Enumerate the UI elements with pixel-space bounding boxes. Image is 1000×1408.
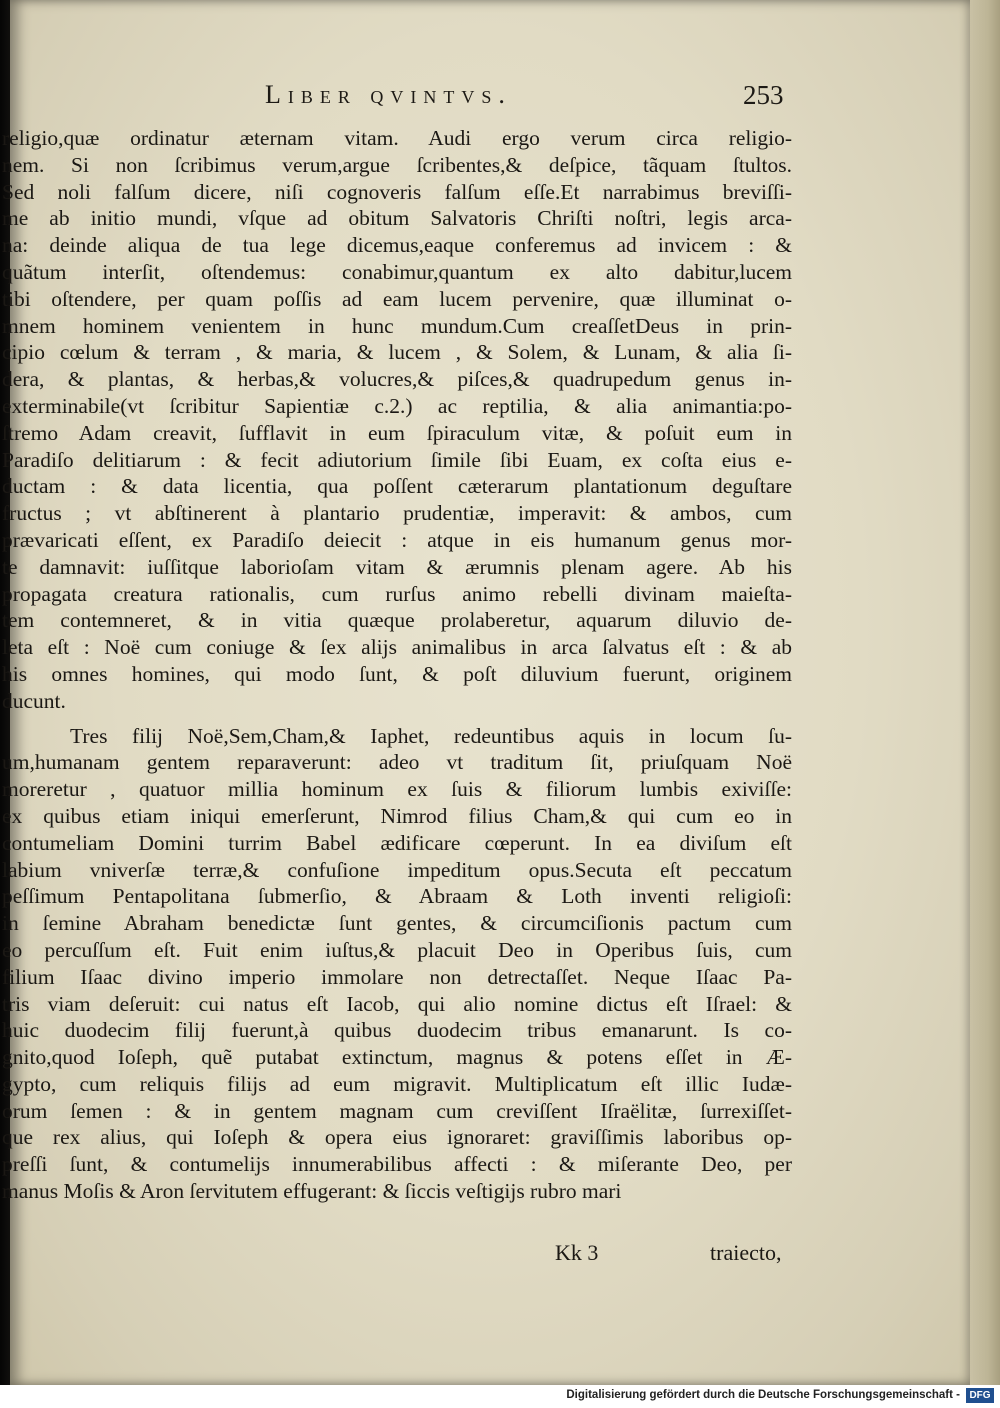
running-head — [10, 80, 970, 120]
text-line: leta eſt : Noë cum coniuge & ſex alijs animalibus in arca ſalvatus eſt : & ab — [2, 635, 792, 660]
text-line: um,humanam gentem reparaverunt: adeo vt traditum ſit, priuſquam Noë — [2, 750, 792, 775]
text-line: eo percuſſum eſt. Fuit enim iuſtus,& placuit Deo in Operibus ſuis, cum — [2, 937, 792, 962]
text-line: na: deinde aliqua de tua lege dicemus,eaque conferemus ad invicem : & — [2, 233, 792, 258]
text-line: quãtum interſit, oſtendemus: conabimur,quantum ex alto dabitur,lucem — [2, 259, 792, 284]
text-line: ducunt. — [2, 688, 66, 713]
page-number: 253 — [743, 80, 784, 110]
text-line: preſſi ſunt, & contumelijs innumerabilibus affecti : & miſerante Deo, per — [2, 1152, 792, 1177]
text-line: nem. Si non ſcribimus verum,argue ſcribentes,& deſpice, tãquam ſtultos. — [2, 152, 792, 177]
text-line: orum ſemen : & in gentem magnam cum creviſſent Iſraëlitæ, ſurrexiſſet- — [2, 1098, 792, 1123]
text-line: filium Iſaac divino imperio immolare non detrectaſſet. Neque Iſaac Pa- — [2, 964, 792, 989]
text-line: me ab initio mundi, vſque ad obitum Salvatoris Chriſti noſtri, legis arca- — [2, 206, 792, 231]
text-line: peſſimum Pentapolitana ſubmerſio, & Abraam & Loth inventi religioſi: — [2, 884, 792, 909]
page-right-margin — [970, 0, 1000, 1385]
digitization-footer — [0, 1385, 1000, 1408]
text-line: moreretur , quatuor millia hominum ex ſuis & filiorum lumbis exiviſſe: — [2, 777, 792, 802]
text-line: Tres filij Noë,Sem,Cham,& Iaphet, redeuntibus aquis in locum ſu- — [70, 723, 792, 748]
text-line: cipio cœlum & terram , & maria, & lucem , & Solem, & Lunam, & alia ſi- — [2, 340, 792, 365]
text-line: labium vniverſæ terræ,& confuſione impeditum opus.Secuta eſt peccatum — [2, 857, 792, 882]
text-line: exterminabile(vt ſcribitur Sapientiæ c.2.) ac reptilia, & alia animantia:po- — [2, 393, 792, 418]
text-line: tris viam deſeruit: cui natus eſt Iacob, qui alio nomine dictus eſt Iſrael: & — [2, 991, 792, 1016]
text-line: que rex alius, qui Ioſeph & opera eius ignoraret: graviſſimis laboribus op- — [2, 1125, 792, 1150]
text-line: ſtremo Adam creavit, ſufflavit in eum ſpiraculum vitæ, & poſuit eum in — [2, 420, 792, 445]
paragraph-1 — [2, 125, 792, 715]
text-line: gnito,quod Ioſeph, quẽ putabat extinctum, magnus & potens eſſet in Æ- — [2, 1045, 792, 1070]
text-line: his omnes homines, qui modo ſunt, & poſt diluvium fuerunt, originem — [2, 661, 792, 686]
text-line: huic duodecim filij fuerunt,à quibus duodecim tribus emanarunt. Is co- — [2, 1018, 792, 1043]
text-line: tibi oſtendere, per quam poſſis ad eam lucem pervenire, quæ illuminat o- — [2, 286, 792, 311]
page-foot — [10, 1240, 970, 1270]
text-line: fructus ; vt abſtinerent à plantario prudentiæ, imperavit: & ambos, cum — [2, 501, 792, 526]
book-page — [2, 0, 970, 1385]
text-line: mnem hominem venientem in hunc mundum.Cum creaſſetDeus in prin- — [2, 313, 792, 338]
paragraph-2 — [2, 723, 792, 1205]
text-line: prævaricati eſſent, ex Paradiſo deiecit : atque in eis humanum genus mor- — [2, 527, 792, 552]
text-line: te damnavit: iuſſitque laborioſam vitam & ærumnis plenam agere. Ab his — [2, 554, 792, 579]
text-line: in ſemine Abraham benedictæ ſunt gentes, & circumciſionis pactum cum — [2, 911, 792, 936]
dfg-logo: DFG — [966, 1388, 994, 1403]
body-text — [2, 125, 792, 1205]
text-line: manus Moſis & Aron ſervitutem effugerant: & ſiccis veſtigijs rubro mari — [2, 1179, 622, 1204]
paragraph-gap — [2, 715, 792, 723]
text-line: Paradiſo delitiarum : & fecit adiutorium ſimile ſibi Euam, ex coſta eius e- — [2, 447, 792, 472]
text-line: dera, & plantas, & herbas,& volucres,& piſces,& quadrupedum genus in- — [2, 367, 792, 392]
text-line: tem contemneret, & in vitia quæque prolaberetur, aquarum diluvio de- — [2, 608, 792, 633]
text-line: ex quibus etiam iniqui emerſerunt, Nimrod filius Cham,& qui cum eo in — [2, 803, 792, 828]
text-line: Sed noli falſum dicere, niſi cognoveris falſum eſſe.Et narrabimus breviſſi- — [2, 179, 792, 204]
signature-mark: Kk 3 — [555, 1240, 599, 1265]
running-head-title: Liber qvintvs. — [265, 80, 512, 109]
funding-credit: Digitalisierung gefördert durch die Deutsche Forschungsgemeinschaft - — [566, 1389, 960, 1401]
text-line: contumeliam Domini turrim Babel ædificare cœperunt. In ea diviſum eſt — [2, 830, 792, 855]
text-line: propagata creatura rationalis, cum rurſus animo rebelli divinam maieſta- — [2, 581, 792, 606]
text-line: religio,quæ ordinatur æternam vitam. Audi ergo verum circa religio- — [2, 126, 792, 150]
text-line: gypto, cum reliquis filijs ad eum migravit. Multiplicatum eſt illic Iudæ- — [2, 1071, 792, 1096]
text-line: ductam : & data licentia, qua poſſent cæterarum plantationum deguſtare — [2, 474, 792, 499]
catchword: traiecto, — [710, 1240, 782, 1265]
